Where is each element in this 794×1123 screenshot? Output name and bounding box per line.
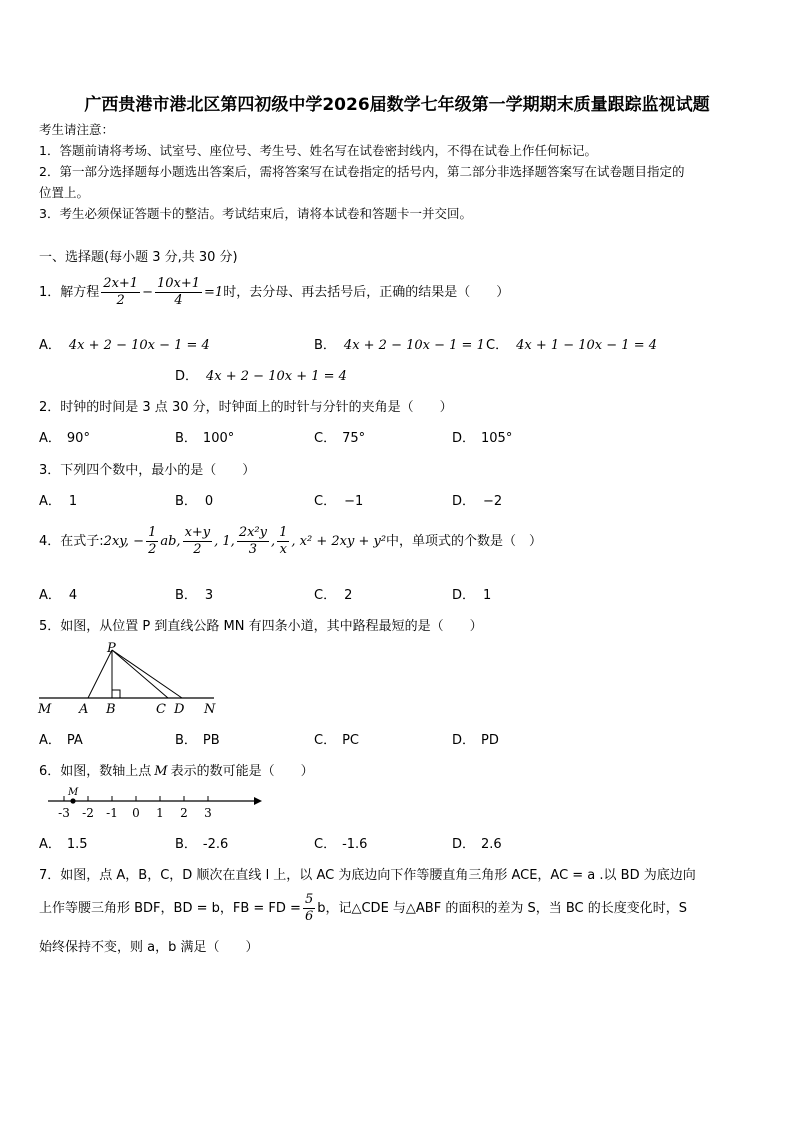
section-heading: 一、选择题(每小题 3 分,共 30 分) bbox=[39, 250, 238, 265]
option-label: D． bbox=[452, 837, 476, 852]
option-label: D． bbox=[452, 431, 476, 446]
tick-label: 3 bbox=[204, 806, 212, 820]
option-label: A． bbox=[39, 837, 61, 852]
q3-option-c bbox=[314, 490, 363, 509]
question-1 bbox=[39, 276, 509, 309]
q4-term-b: ab, bbox=[160, 534, 181, 549]
option-label: A． bbox=[39, 338, 61, 353]
option-label: C． bbox=[486, 338, 509, 353]
option-label: B． bbox=[175, 588, 197, 603]
option-label: A． bbox=[39, 588, 61, 603]
q1-number: 1． bbox=[39, 285, 61, 300]
question-4 bbox=[39, 525, 542, 558]
option-text: PA bbox=[66, 733, 83, 748]
right-angle-mark bbox=[112, 690, 120, 698]
option-text: -1.6 bbox=[342, 837, 368, 852]
notice-item-2-cont: 位置上。 bbox=[39, 185, 90, 200]
q5-figure bbox=[36, 640, 226, 718]
q4-f2-num: x+y bbox=[184, 525, 211, 540]
notice-item-3: 3．考生必须保证答题卡的整洁。考试结束后，请将本试卷和答题卡一并交回。 bbox=[39, 206, 472, 221]
option-label: B． bbox=[314, 338, 336, 353]
question-7-line-2 bbox=[39, 892, 687, 925]
q4-f4-den: x bbox=[279, 542, 287, 557]
question-7-line-3: 始终保持不变，则 a，b 满足（ ） bbox=[39, 940, 259, 955]
q1-eq: =1 bbox=[204, 285, 224, 300]
option-text: 2.6 bbox=[481, 837, 502, 852]
option-text: 3 bbox=[204, 588, 214, 603]
question-6 bbox=[39, 760, 314, 779]
option-label: D． bbox=[452, 494, 476, 509]
label-a: A bbox=[79, 702, 89, 717]
axis-arrow-icon bbox=[254, 797, 262, 805]
q4-f3-num: 2x²y bbox=[238, 525, 267, 540]
option-text: 100° bbox=[202, 431, 235, 446]
q7-line2-a: 上作等腰三角形 BDF，BD = b，FB = FD = bbox=[39, 901, 301, 916]
q4-term-a: 2xy, − bbox=[103, 534, 145, 549]
notice-item-1: 1．答题前请将考场、试室号、座位号、考生号、姓名写在试卷密封线内，不得在试卷上作任何标记。 bbox=[39, 143, 597, 158]
question-7-line-1: 7．如图，点 A，B，C，D 顺次在直线 l 上，以 AC 为底边向下作等腰直角三角形 ACE，AC = a .以 BD 为底边向 bbox=[39, 868, 696, 883]
q6-pre: 6．如图，数轴上点 bbox=[39, 764, 152, 779]
q7-fraction bbox=[303, 892, 315, 925]
q4-fraction-1 bbox=[146, 525, 158, 558]
q4-number: 4． bbox=[39, 534, 61, 549]
tick-label: -2 bbox=[82, 806, 94, 820]
option-text: 105° bbox=[481, 431, 513, 446]
q3-option-d bbox=[452, 490, 502, 509]
notice-heading: 考生请注意： bbox=[39, 122, 115, 137]
q4-fraction-2 bbox=[183, 525, 213, 558]
q6-number-line bbox=[44, 784, 264, 824]
q1-f1-den: 2 bbox=[116, 293, 125, 308]
option-label: B． bbox=[175, 431, 197, 446]
option-text: 1 bbox=[68, 494, 78, 509]
q4-f4-num: 1 bbox=[279, 525, 288, 540]
q1-option-c bbox=[486, 334, 657, 353]
option-label: B． bbox=[175, 837, 197, 852]
label-d: D bbox=[174, 702, 185, 717]
q4-term-c: , 1, bbox=[214, 534, 235, 549]
option-text: 1 bbox=[483, 588, 492, 603]
q6-post: 表示的数可能是（ ） bbox=[170, 764, 314, 779]
tick-label: -1 bbox=[106, 806, 118, 820]
q4-option-b bbox=[175, 584, 213, 603]
q5-option-c bbox=[314, 729, 359, 748]
option-text: PD bbox=[481, 733, 499, 748]
notice-item-2: 2．第一部分选择题每小题选出答案后，需将答案写在试卷指定的括号内，第二部分非选择题答案写在试卷题目指定的 bbox=[39, 164, 685, 179]
option-text: PC bbox=[342, 733, 359, 748]
question-3: 3．下列四个数中，最小的是（ ） bbox=[39, 463, 256, 478]
point-m bbox=[70, 798, 75, 803]
option-text: 4 bbox=[68, 588, 78, 603]
option-label: D． bbox=[452, 588, 476, 603]
option-text: 75° bbox=[342, 431, 366, 446]
q4-post: 中，单项式的个数是（ ） bbox=[386, 534, 543, 549]
q4-f1-num: 1 bbox=[148, 525, 157, 540]
q5-option-a bbox=[39, 729, 83, 748]
q4-f2-den: 2 bbox=[193, 542, 202, 557]
q1-option-a bbox=[39, 334, 210, 353]
q7-line2-b: b，记△CDE 与△ABF 的面积的差为 S，当 BC 的长度变化时，S bbox=[317, 901, 688, 916]
q7-f-den: 6 bbox=[304, 909, 314, 924]
question-2: 2．时钟的时间是 3 点 30 分，时钟面上的时针与分针的夹角是（ ） bbox=[39, 400, 453, 415]
q5-option-d bbox=[452, 729, 499, 748]
option-label: C． bbox=[314, 431, 337, 446]
q6-option-a bbox=[39, 833, 88, 852]
q3-option-a bbox=[39, 490, 77, 509]
option-text: 0 bbox=[204, 494, 214, 509]
option-text: 1.5 bbox=[66, 837, 88, 852]
option-label: C． bbox=[314, 733, 337, 748]
point-m-label: M bbox=[68, 787, 79, 798]
option-text: 4x + 2 − 10x + 1 = 4 bbox=[206, 369, 347, 384]
q6-option-d bbox=[452, 833, 502, 852]
q6-option-b bbox=[175, 833, 228, 852]
q4-term-d: , bbox=[270, 534, 276, 549]
option-text: 4x + 2 − 10x − 1 = 1 bbox=[343, 338, 485, 353]
q5-option-b bbox=[175, 729, 220, 748]
tick-label: 2 bbox=[180, 806, 188, 820]
q2-option-a bbox=[39, 427, 90, 446]
q4-pre: 在式子: bbox=[60, 534, 104, 549]
q4-f3-den: 3 bbox=[248, 542, 258, 557]
option-label: A． bbox=[39, 494, 61, 509]
q1-fraction-2 bbox=[155, 276, 202, 309]
label-n: N bbox=[204, 702, 216, 717]
option-text: 4x + 1 − 10x − 1 = 4 bbox=[516, 338, 657, 353]
q2-option-c bbox=[314, 427, 365, 446]
option-text: 90° bbox=[66, 431, 90, 446]
option-text: 4x + 2 − 10x − 1 = 4 bbox=[68, 338, 210, 353]
path-pd bbox=[112, 650, 182, 698]
axis-ticks bbox=[58, 796, 212, 820]
q6-point-m: M bbox=[154, 764, 168, 779]
q4-term-e: , x² + 2xy + y² bbox=[291, 534, 387, 549]
option-text: −1 bbox=[344, 494, 364, 509]
q6-option-c bbox=[314, 833, 367, 852]
label-p: P bbox=[107, 641, 116, 656]
page-title: 广西贵港市港北区第四初级中学2026届数学七年级第一学期期末质量跟踪监视试题 bbox=[84, 95, 710, 115]
option-label: C． bbox=[314, 588, 337, 603]
option-label: C． bbox=[314, 494, 337, 509]
q1-f1-num: 2x+1 bbox=[103, 276, 139, 291]
q4-fraction-4 bbox=[277, 525, 289, 558]
option-label: D． bbox=[175, 369, 199, 384]
option-text: 2 bbox=[344, 588, 353, 603]
question-5: 5．如图，从位置 P 到直线公路 MN 有四条小道，其中路程最短的是（ ） bbox=[39, 619, 483, 634]
q4-option-a bbox=[39, 584, 77, 603]
option-label: A． bbox=[39, 733, 61, 748]
label-c: C bbox=[156, 702, 166, 717]
q2-option-d bbox=[452, 427, 512, 446]
q1-f2-num: 10x+1 bbox=[156, 276, 201, 291]
q4-option-d bbox=[452, 584, 491, 603]
option-label: B． bbox=[175, 733, 197, 748]
q1-post: 时，去分母、再去括号后，正确的结果是（ ） bbox=[223, 285, 510, 300]
q1-pre: 解方程 bbox=[60, 285, 100, 300]
q1-fraction-1 bbox=[101, 276, 140, 309]
path-pa bbox=[88, 650, 112, 698]
q1-option-d bbox=[175, 365, 347, 384]
tick-label: -3 bbox=[58, 806, 70, 820]
option-label: C． bbox=[314, 837, 337, 852]
q1-f2-den: 4 bbox=[174, 293, 183, 308]
option-text: PB bbox=[202, 733, 220, 748]
tick-label: 0 bbox=[132, 806, 140, 820]
q1-minus: − bbox=[142, 285, 153, 300]
option-label: B． bbox=[175, 494, 197, 509]
q1-option-b bbox=[314, 334, 485, 353]
q4-fraction-3 bbox=[237, 525, 269, 558]
option-label: D． bbox=[452, 733, 476, 748]
q3-option-b bbox=[175, 490, 213, 509]
q4-option-c bbox=[314, 584, 352, 603]
option-text: -2.6 bbox=[202, 837, 229, 852]
q2-option-b bbox=[175, 427, 234, 446]
q4-f1-den: 2 bbox=[148, 542, 157, 557]
option-label: A． bbox=[39, 431, 61, 446]
label-m: M bbox=[38, 702, 52, 717]
option-text: −2 bbox=[483, 494, 503, 509]
q7-f-num: 5 bbox=[304, 892, 314, 907]
tick-label: 1 bbox=[156, 806, 164, 820]
label-b: B bbox=[106, 702, 116, 717]
